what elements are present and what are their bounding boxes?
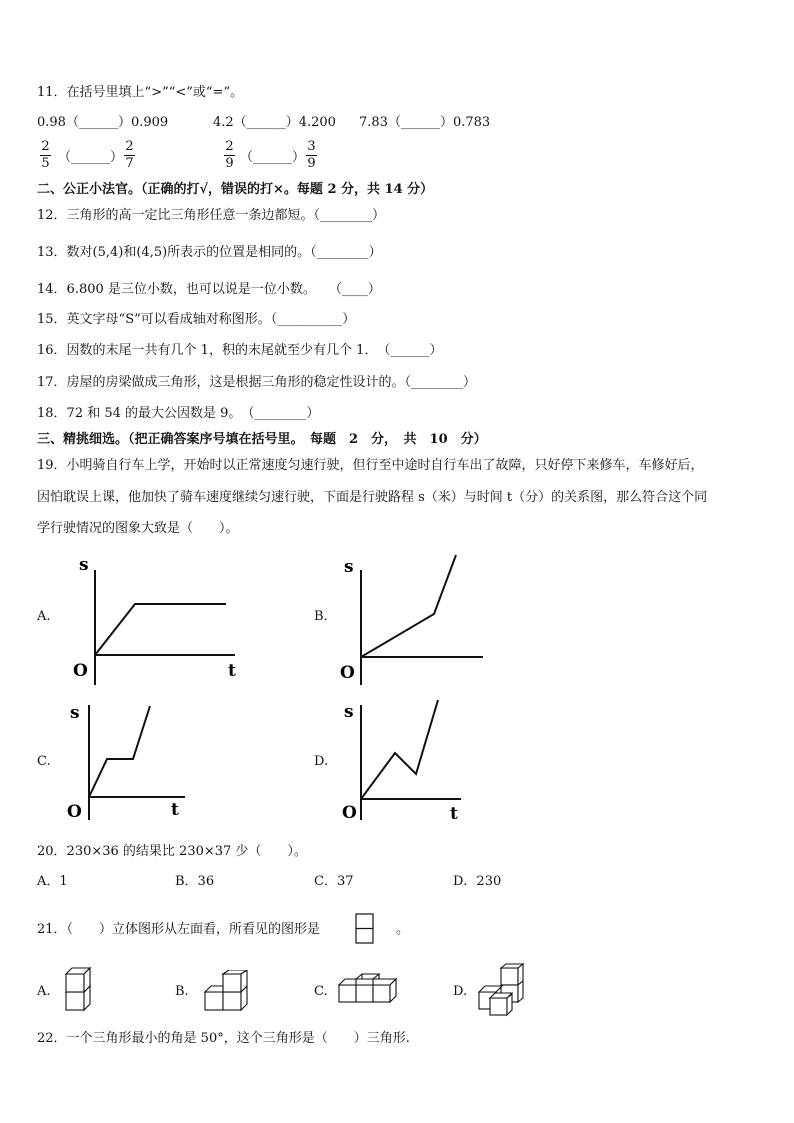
q21-stem-end: 。 xyxy=(396,922,410,937)
q19-line-1: 19．小明骑自行车上学，开始时以正常速度匀速行驶，但行至中途时自行车出了故障，只好停下来修车，车修好后， xyxy=(37,458,704,473)
graph-c-origin: O xyxy=(67,802,82,822)
q13-text: 13．数对(5,4)和(4,5)所表示的位置是相同的。（________） xyxy=(37,245,382,260)
q11-item-3-right: ）0.783 xyxy=(439,115,491,130)
q21-option-a-label[interactable]: A. xyxy=(37,984,51,999)
fraction-denominator: 7 xyxy=(125,156,134,171)
fraction-3-9 xyxy=(306,140,317,171)
q20-option-a[interactable]: A．1 xyxy=(37,874,68,889)
q11-item-3-left: 7.83（ xyxy=(359,115,401,130)
fraction-denominator: 9 xyxy=(225,156,234,171)
graph-a-x-label: t xyxy=(228,661,236,681)
graph-d-origin: O xyxy=(342,803,357,823)
q21-option-d-label[interactable]: D. xyxy=(453,984,468,999)
left-view-icon xyxy=(355,913,375,945)
q11-item-1-blank[interactable]: ______ xyxy=(78,115,118,130)
q19-line-2: 因怕耽误上课，他加快了骑车速度继续匀速行驶，下面是行驶路程 s（米）与时间 t（分）的关系图，那么符合这个同 xyxy=(37,490,708,505)
graph-c-y-label: s xyxy=(70,703,80,723)
q14-text: 14．6.800 是三位小数，也可以说是一位小数。 （____） xyxy=(37,282,381,297)
graph-b-line xyxy=(361,555,456,657)
q11-item-1 xyxy=(37,114,168,132)
q11-stem: 11．在括号里填上“>”“<”或“=”。 xyxy=(37,85,244,100)
graph-d-y-label: s xyxy=(344,702,354,722)
q18-text: 18．72 和 54 的最大公因数是 9。 （________） xyxy=(37,406,320,421)
q21-stem xyxy=(37,921,320,939)
cube-stack-d-icon xyxy=(477,962,529,1018)
q17-text: 17．房屋的房梁做成三角形，这是根据三角形的稳定性设计的。（________） xyxy=(37,375,477,390)
graph-c xyxy=(60,700,200,825)
q21-option-b-label[interactable]: B. xyxy=(175,984,189,999)
q11-frac-blank-2[interactable]: （______） xyxy=(240,150,306,165)
cube-stack-b-icon xyxy=(202,970,250,1014)
q12-text: 12．三角形的高一定比三角形任意一条边都短。（________） xyxy=(37,208,386,223)
q22-text: 22．一个三角形最小的角是 50°，这个三角形是（ ）三角形. xyxy=(37,1031,410,1046)
q11-item-3-blank[interactable]: ______ xyxy=(400,115,440,130)
fraction-2-7 xyxy=(124,140,135,171)
q19-option-a-label[interactable]: A. xyxy=(37,609,51,624)
q21-option-c-label[interactable]: C. xyxy=(314,984,328,999)
q11-frac-blank-1[interactable]: （______） xyxy=(58,150,124,165)
section-2-heading: 二、公正小法官。（正确的打√，错误的打×。每题 2 分，共 14 分） xyxy=(37,182,434,197)
cube-stack-a-icon xyxy=(62,964,98,1014)
section-3-heading: 三、精挑细选。（把正确答案序号填在括号里。 每题 2 分， 共 10 分） xyxy=(37,432,487,447)
fraction-numerator: 3 xyxy=(307,139,316,154)
q11-item-2-right: ）4.200 xyxy=(285,115,336,130)
q11-item-3 xyxy=(359,114,490,132)
graph-d-x-label: t xyxy=(450,804,458,824)
q19-option-b-label[interactable]: B. xyxy=(314,609,328,624)
q21-stem-text: 21．（ ）立体图形从左面看，所看见的图形是 xyxy=(37,922,321,937)
graph-a-line xyxy=(95,604,226,655)
q20-stem: 20．230×36 的结果比 230×37 少（ ）。 xyxy=(37,844,307,859)
fraction-2-9 xyxy=(224,140,235,171)
graph-c-line xyxy=(89,706,150,797)
graph-d xyxy=(335,695,470,825)
q20-option-b[interactable]: B．36 xyxy=(175,874,215,889)
q20-option-d[interactable]: D．230 xyxy=(453,874,502,889)
fraction-numerator: 2 xyxy=(41,139,50,154)
graph-a-origin: O xyxy=(73,661,88,681)
q15-text: 15．英文字母“S”可以看成轴对称图形。（__________） xyxy=(37,312,356,327)
q11-item-2-blank[interactable]: ______ xyxy=(246,115,286,130)
q19-line-3: 学行驶情况的图象大致是（ ）。 xyxy=(37,521,239,536)
graph-b-origin: O xyxy=(340,663,355,683)
graph-b xyxy=(335,550,495,690)
graph-d-line xyxy=(361,700,438,799)
graph-c-x-label: t xyxy=(171,800,179,820)
q11-item-1-right: ）0.909 xyxy=(117,115,169,130)
q11-item-2-left: 4.2（ xyxy=(213,115,247,130)
fraction-numerator: 2 xyxy=(225,139,234,154)
q11-item-1-left: 0.98（ xyxy=(37,115,79,130)
q19-option-d-label[interactable]: D. xyxy=(314,754,329,769)
fraction-denominator: 9 xyxy=(307,156,316,171)
fraction-denominator: 5 xyxy=(41,156,50,171)
cube-stack-c-icon xyxy=(337,972,399,1006)
q11-item-2 xyxy=(213,114,336,132)
fraction-numerator: 2 xyxy=(125,139,134,154)
graph-a-y-label: s xyxy=(79,555,89,575)
q16-text: 16．因数的末尾一共有几个 1，积的末尾就至少有几个 1． （______） xyxy=(37,343,443,358)
graph-b-y-label: s xyxy=(344,557,354,577)
q19-option-c-label[interactable]: C. xyxy=(37,754,51,769)
q20-option-c[interactable]: C．37 xyxy=(314,874,354,889)
graph-a xyxy=(60,550,250,690)
fraction-2-5 xyxy=(40,140,51,171)
